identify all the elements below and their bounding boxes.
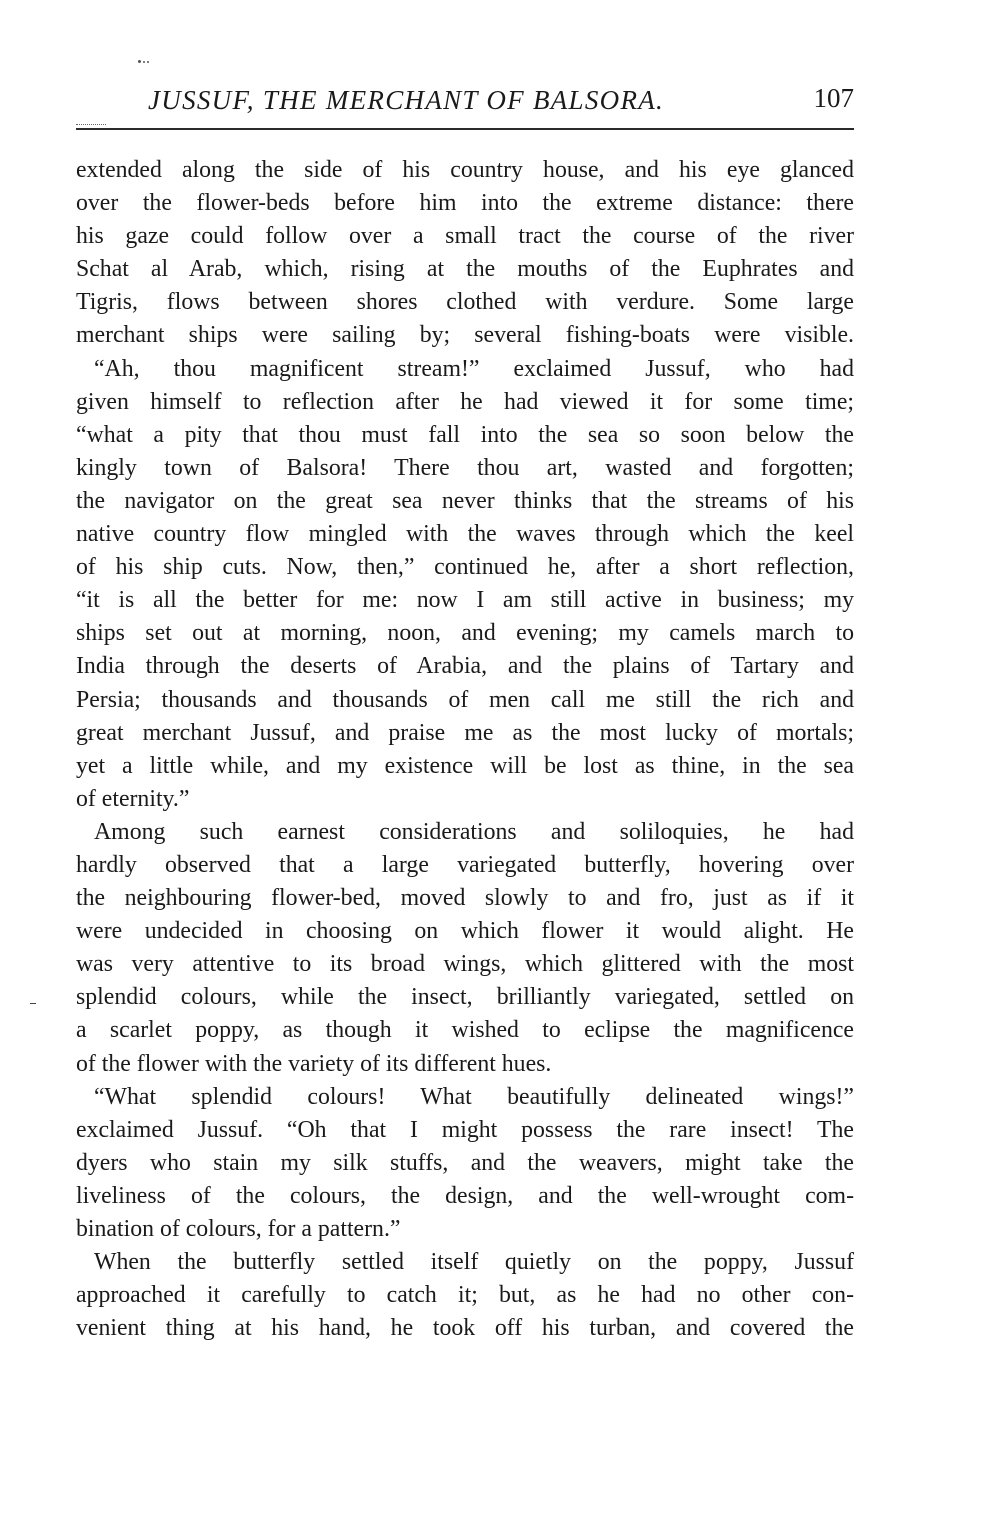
text-line: of his ship cuts. Now, then,” continued he, after a short reflection,: [76, 554, 854, 581]
text-line: the navigator on the great sea never thinks that the streams of his: [76, 487, 854, 514]
text-line: of eternity.”: [76, 785, 190, 812]
text-line: liveliness of the colours, the design, and the well-wrought com-: [76, 1182, 854, 1209]
page-number: 107: [813, 83, 854, 113]
text-line: India through the deserts of Arabia, and the plains of Tartary and: [76, 653, 854, 680]
text-line: ships set out at morning, noon, and evening; my camels march to: [76, 620, 854, 647]
text-line: “what a pity that thou must fall into the sea so soon below the: [76, 421, 854, 448]
text-line: the neighbouring flower-bed, moved slowly to and fro, just as if it: [76, 885, 854, 912]
text-line: was very attentive to its broad wings, which glittered with the most: [76, 951, 854, 978]
text-line: “What splendid colours! What beautifully delineated wings!”: [94, 1083, 854, 1110]
text-line: his gaze could follow over a small tract the course of the river: [76, 223, 854, 250]
text-line: When the butterfly settled itself quietly on the poppy, Jussuf: [94, 1249, 854, 1276]
text-line: venient thing at his hand, he took off his turban, and covered the: [76, 1315, 854, 1342]
text-line: given himself to reflection after he had viewed it for some time;: [76, 388, 854, 415]
text-line: over the flower-beds before him into the extreme distance: there: [76, 190, 854, 217]
text-line: were undecided in choosing on which flower it would alight. He: [76, 918, 854, 945]
text-line: extended along the side of his country house, and his eye glanced: [76, 157, 854, 183]
text-line: merchant ships were sailing by; several fishing-boats were visible.: [76, 322, 854, 349]
text-line: approached it carefully to catch it; but, as he had no other con-: [76, 1282, 854, 1309]
page-header: [76, 80, 854, 124]
body-text: [76, 154, 854, 1345]
text-line: splendid colours, while the insect, brilliantly variegated, settled on: [76, 984, 854, 1011]
text-line: kingly town of Balsora! There thou art, wasted and forgotten;: [76, 454, 854, 481]
text-line: a scarlet poppy, as though it wished to eclipse the magnificence: [76, 1017, 854, 1044]
text-line: exclaimed Jussuf. “Oh that I might possess the rare insect! The: [76, 1116, 854, 1143]
running-title: JUSSUF, THE MERCHANT OF BALSORA.: [148, 85, 665, 115]
text-line: dyers who stain my silk stuffs, and the weavers, might take the: [76, 1149, 854, 1176]
text-line: “Ah, thou magnificent stream!” exclaimed Jussuf, who had: [94, 355, 854, 382]
text-line: Tigris, flows between shores clothed with verdure. Some large: [76, 289, 854, 316]
text-line: yet a little while, and my existence will be lost as thine, in the sea: [76, 752, 854, 779]
ink-speck: [138, 58, 150, 64]
text-line: native country flow mingled with the waves through which the keel: [76, 521, 854, 548]
margin-mark: [30, 1003, 36, 1004]
text-line: of the flower with the variety of its different hues.: [76, 1050, 552, 1077]
text-line: great merchant Jussuf, and praise me as the most lucky of mortals;: [76, 719, 854, 746]
header-rule: [76, 128, 854, 130]
text-line: Schat al Arab, which, rising at the mouths of the Euphrates and: [76, 256, 854, 283]
text-line: Among such earnest considerations and soliloquies, he had: [94, 818, 854, 845]
text-line: “it is all the better for me: now I am still active in business; my: [76, 587, 854, 614]
text-line: Persia; thousands and thousands of men call me still the rich and: [76, 686, 854, 713]
text-line: bination of colours, for a pattern.”: [76, 1216, 401, 1242]
text-line: hardly observed that a large variegated butterfly, hovering over: [76, 851, 854, 878]
